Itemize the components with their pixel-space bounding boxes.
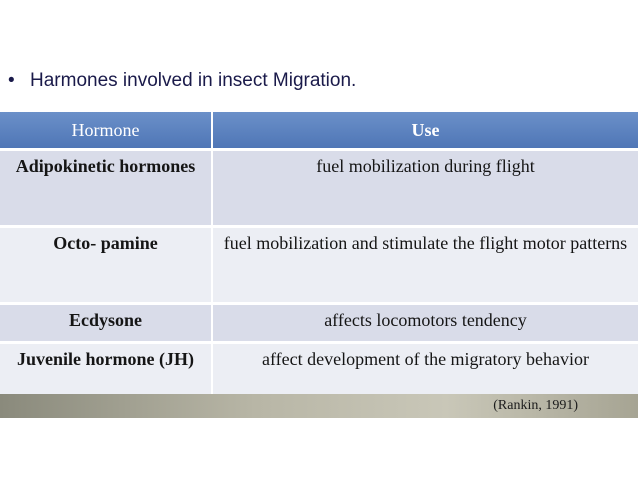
citation-text: (Rankin, 1991): [493, 398, 578, 413]
use-cell: affects locomotors tendency: [212, 304, 638, 343]
hormone-cell: Ecdysone: [0, 304, 212, 343]
slide-title-text: Harmones involved in insect Migration.: [30, 70, 357, 91]
table-row: [0, 343, 638, 396]
hormone-cell: Juvenile hormone (JH): [0, 343, 212, 396]
hormone-cell: Adipokinetic hormones: [0, 150, 212, 227]
header-hormone: Hormone: [0, 112, 212, 150]
table-row: [0, 227, 638, 304]
hormone-cell: Octo- pamine: [0, 227, 212, 304]
header-use: Use: [212, 112, 638, 150]
use-cell: fuel mobilization during flight: [212, 150, 638, 227]
citation-bar: [0, 394, 638, 418]
table-row: [0, 150, 638, 227]
table-row: [0, 304, 638, 343]
slide-title: [8, 70, 356, 92]
hormone-table-image: [0, 112, 638, 418]
use-cell: affect development of the migratory behavior: [212, 343, 638, 396]
use-cell: fuel mobilization and stimulate the flight motor patterns: [212, 227, 638, 304]
table-header-row: [0, 112, 638, 150]
hormone-table: [0, 112, 638, 395]
bullet-icon: •: [8, 70, 15, 91]
